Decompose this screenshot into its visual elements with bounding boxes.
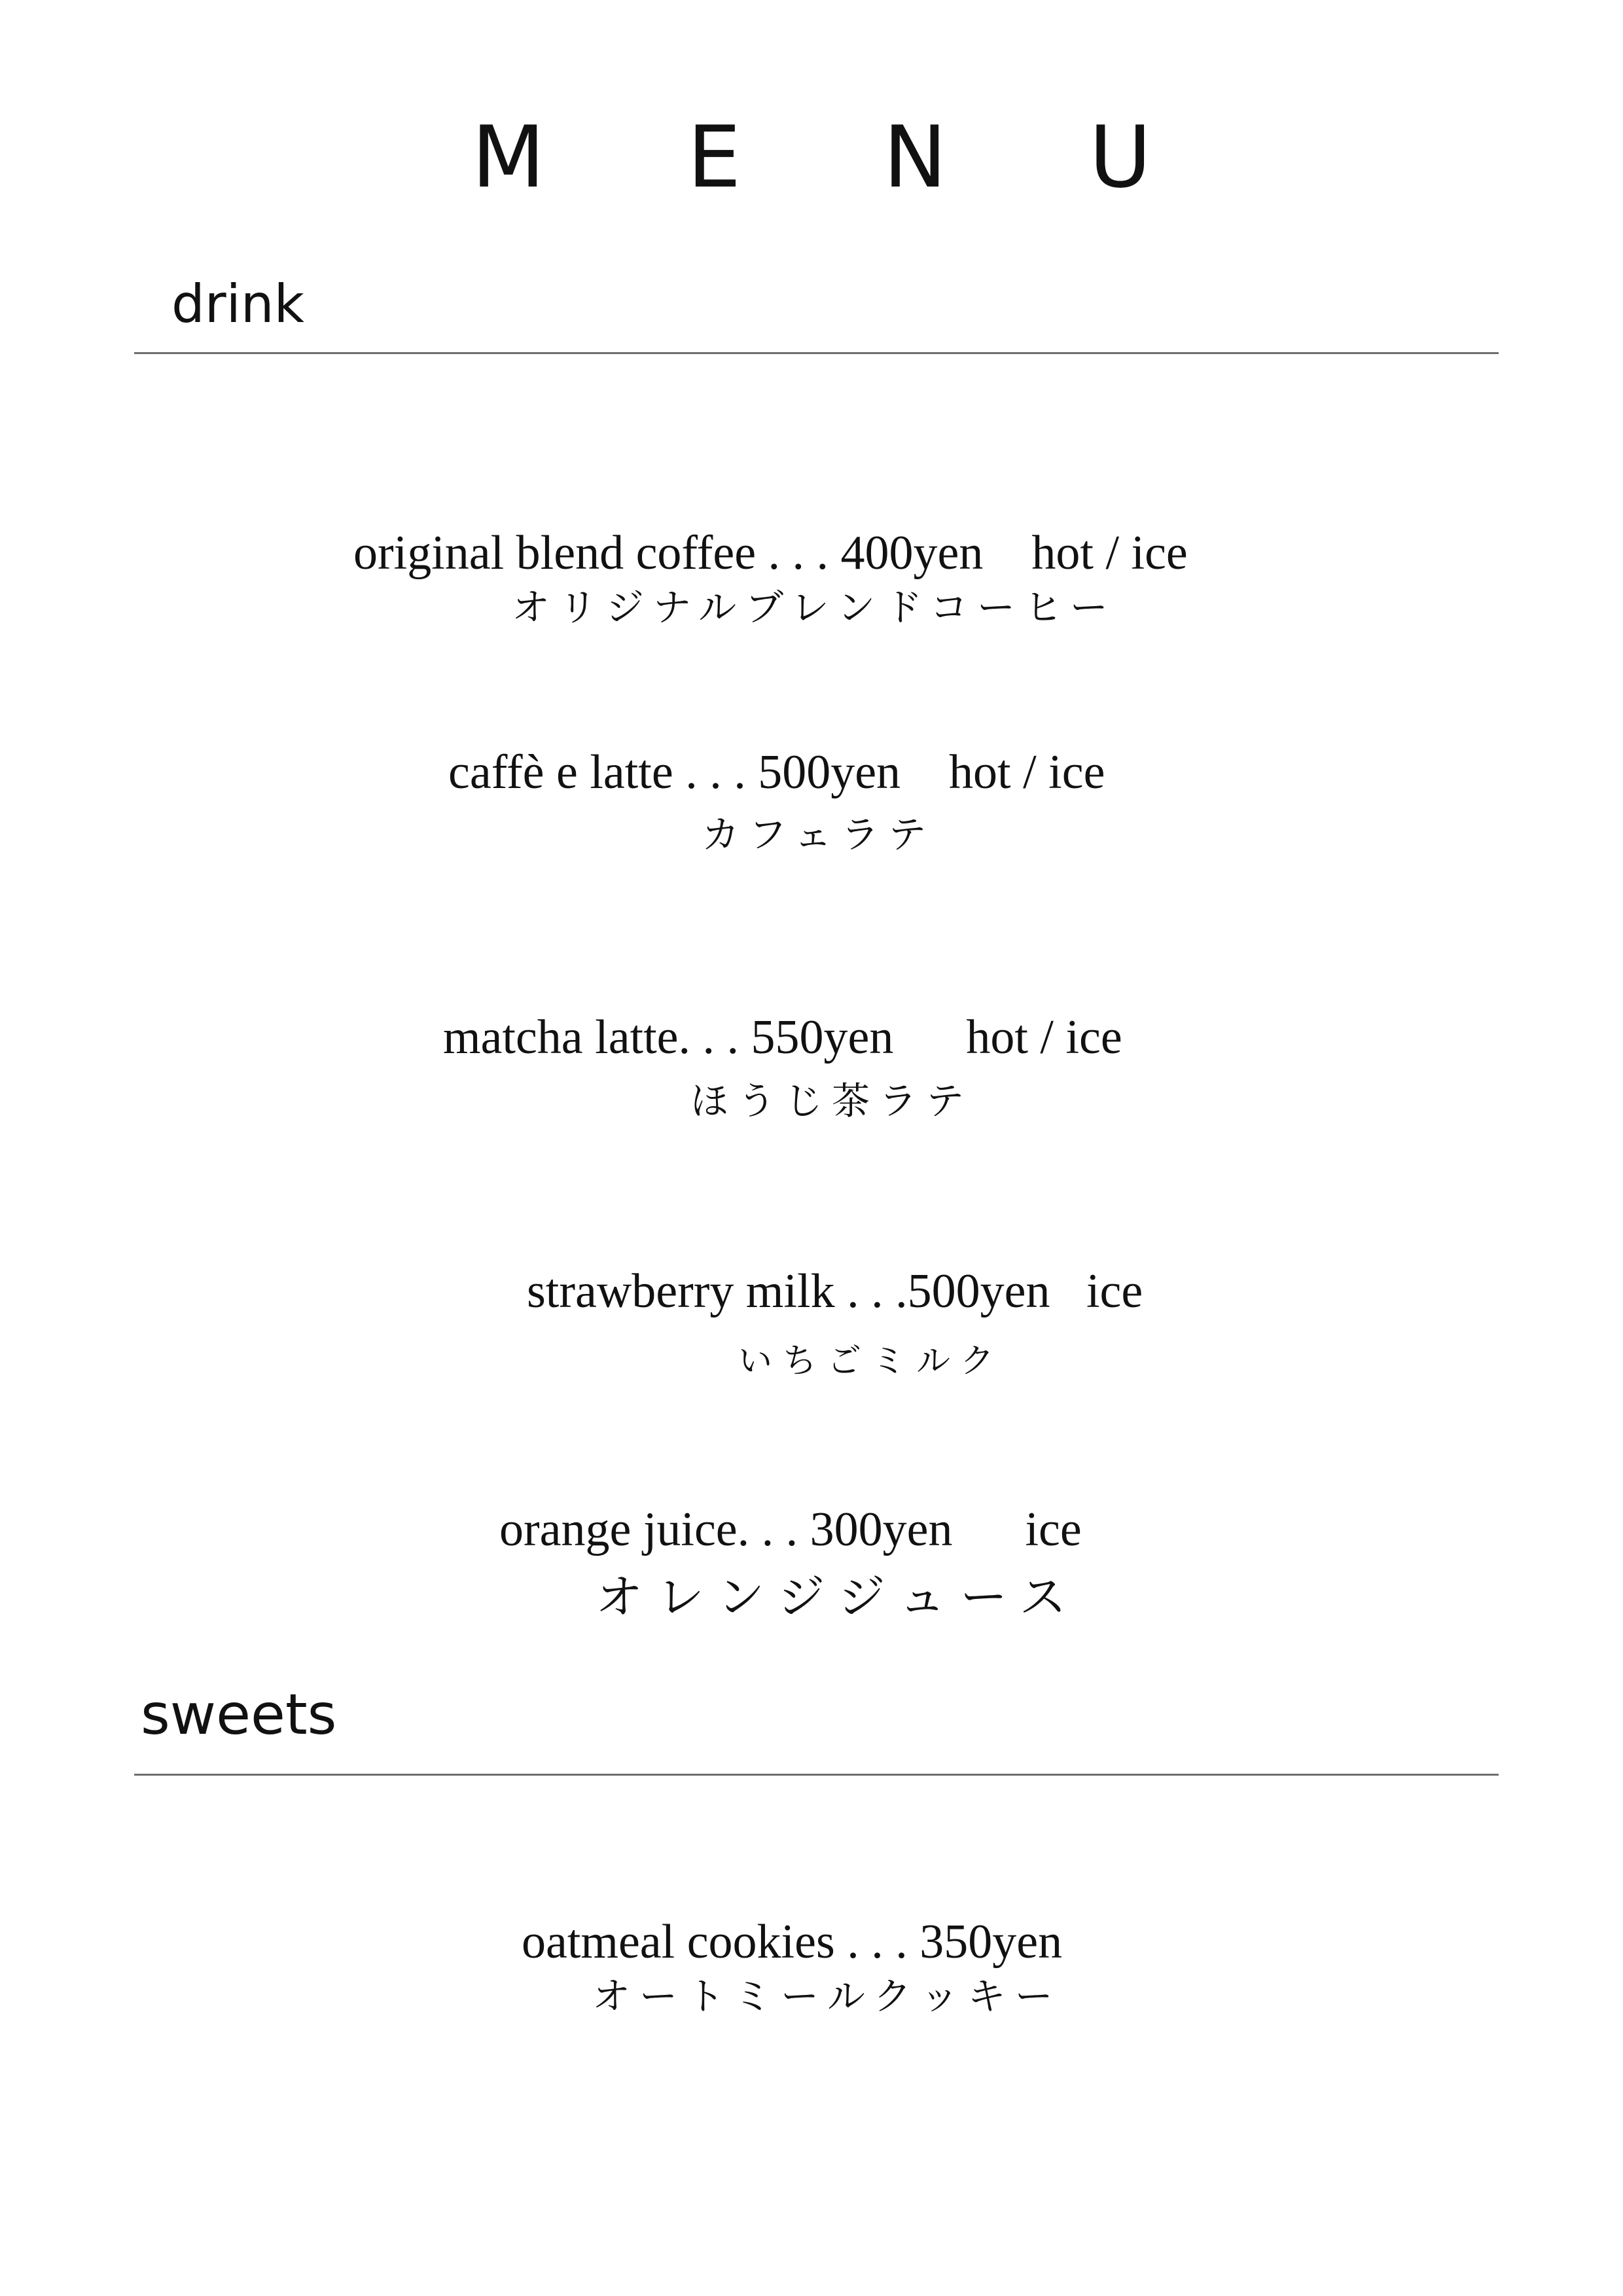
menu-item-matcha-latte-jp: ほうじ茶ラテ [690, 1079, 974, 1123]
menu-item-original-blend-coffee: original blend coffee . . . 400yen hot / ice [353, 526, 1188, 580]
menu-item-oatmeal-cookies: oatmeal cookies . . . 350yen [522, 1915, 1063, 1969]
drink-section-heading: drink [171, 274, 304, 334]
menu-item-oatmeal-cookies-jp: オートミールクッキー [592, 1974, 1062, 2018]
sweets-section-divider [134, 1774, 1499, 1776]
menu-item-strawberry-milk-jp: いちごミルク [738, 1342, 1005, 1381]
menu-item-caffe-latte-jp: カフェラテ [702, 812, 936, 857]
menu-item-original-blend-coffee-jp: オリジナルブレンドコーヒー [512, 585, 1117, 630]
sweets-section-heading: sweets [141, 1682, 337, 1748]
drink-section-divider [134, 352, 1499, 354]
menu-item-caffe-latte: caffè e latte . . . 500yen hot / ice [448, 745, 1105, 799]
menu-item-matcha-latte: matcha latte. . . 550yen hot / ice [443, 1011, 1122, 1064]
menu-item-orange-juice: orange juice. . . 300yen ice [499, 1503, 1082, 1556]
menu-item-orange-juice-jp: オレンジジュース [596, 1570, 1081, 1624]
menu-title: M E N U [471, 107, 1209, 207]
menu-item-strawberry-milk: strawberry milk . . .500yen ice [527, 1265, 1143, 1318]
